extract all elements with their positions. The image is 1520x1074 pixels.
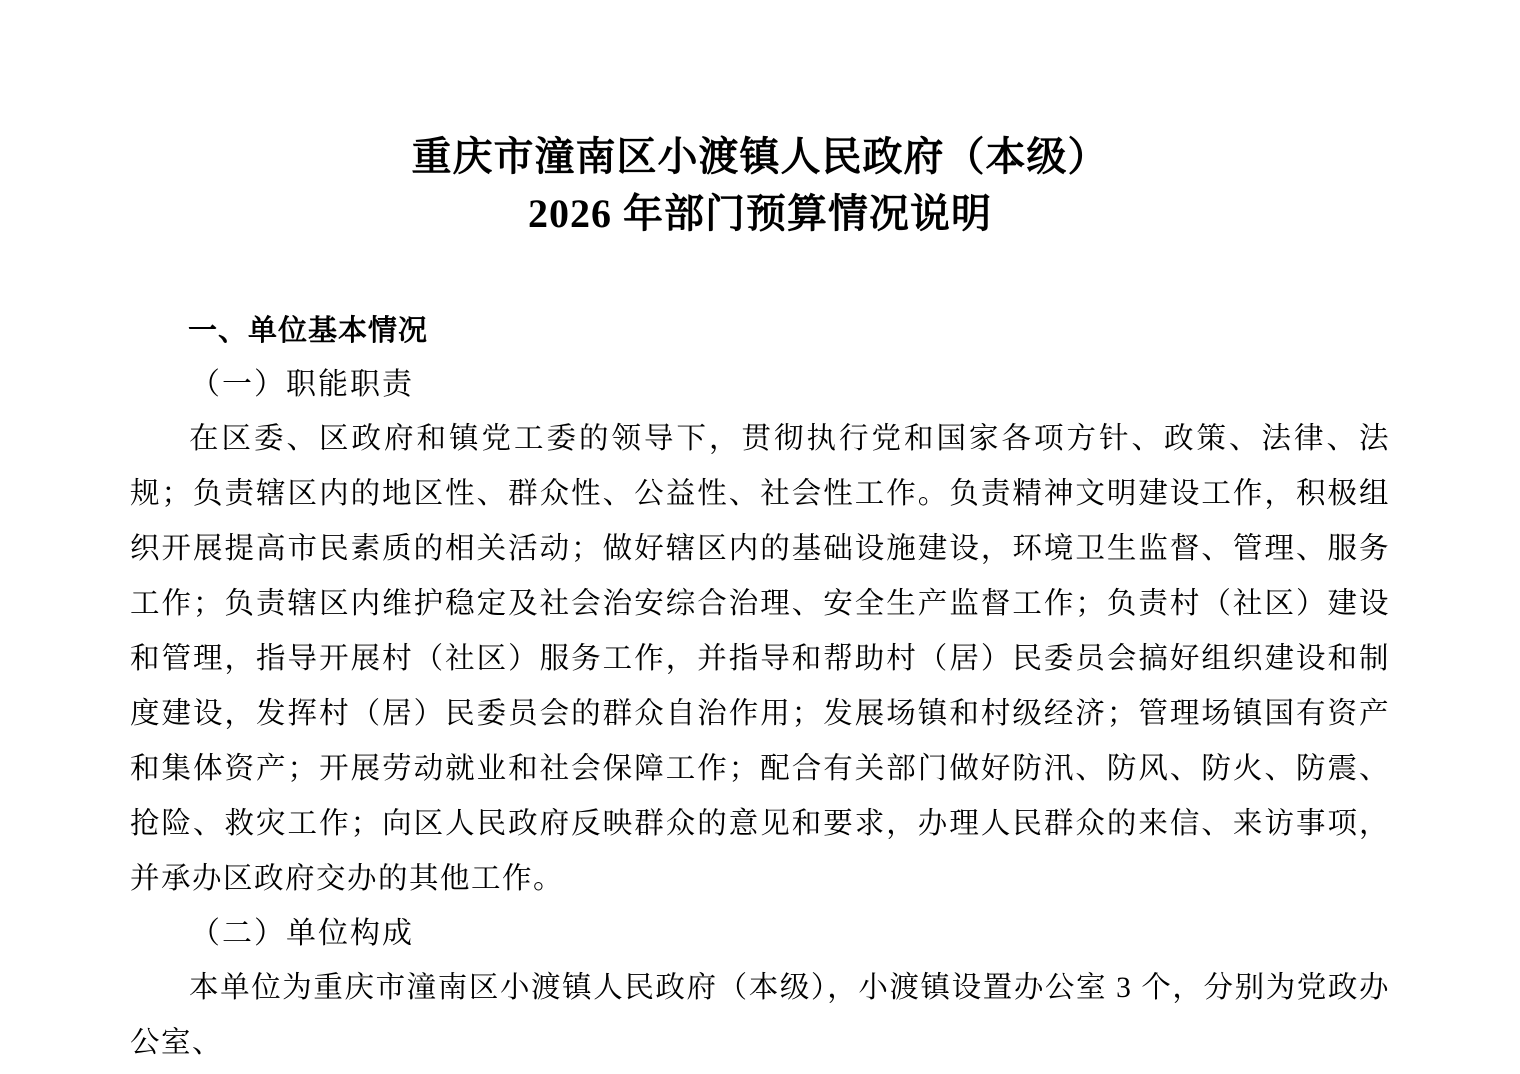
section-heading-unit-basic-info: 一、单位基本情况	[188, 315, 429, 347]
subsection-heading-functions-duties: （一）职能职责	[190, 368, 414, 401]
subsection-heading-unit-composition: （二）单位构成	[190, 917, 414, 950]
document-title-line-1: 重庆市潼南区小渡镇人民政府（本级）	[411, 134, 1109, 179]
paragraph-functions-duties: 在区委、区政府和镇党工委的领导下，贯彻执行党和国家各项方针、政策、法律、法规；负责辖区内的地区性、群众性、公益性、社会性工作。负责精神文明建设工作，积极组织开展提高市民素质的相关活动；做好辖区内的基础设施建设，环境卫生监督、管理、服务工作；负责辖区内维护稳定及社会治安综合治理、安全生产监督工作；负责村（社区）建设和管理，指导开展村（社区）服务工作，并指导和帮助村（居）民委员会搞好组织建设和制度建设，发挥村（居）民委员会的群众自治作用；发展场镇和村级经济；管理场镇国有资产和集体资产；开展劳动就业和社会保障工作；配合有关部门做好防汛、防风、防火、防震、抢险、救灾工作；向区人民政府反映群众的意见和要求，办理人民群众的来信、来访事项，并承办区政府交办的其他工作。	[130, 423, 1390, 895]
document-title	[130, 128, 1390, 242]
document-title-line-2: 2026 年部门预算情况说明	[528, 191, 992, 236]
paragraph-unit-composition: 本单位为重庆市潼南区小渡镇人民政府（本级），小渡镇设置办公室 3 个，分别为党政办公室、	[130, 972, 1390, 1059]
